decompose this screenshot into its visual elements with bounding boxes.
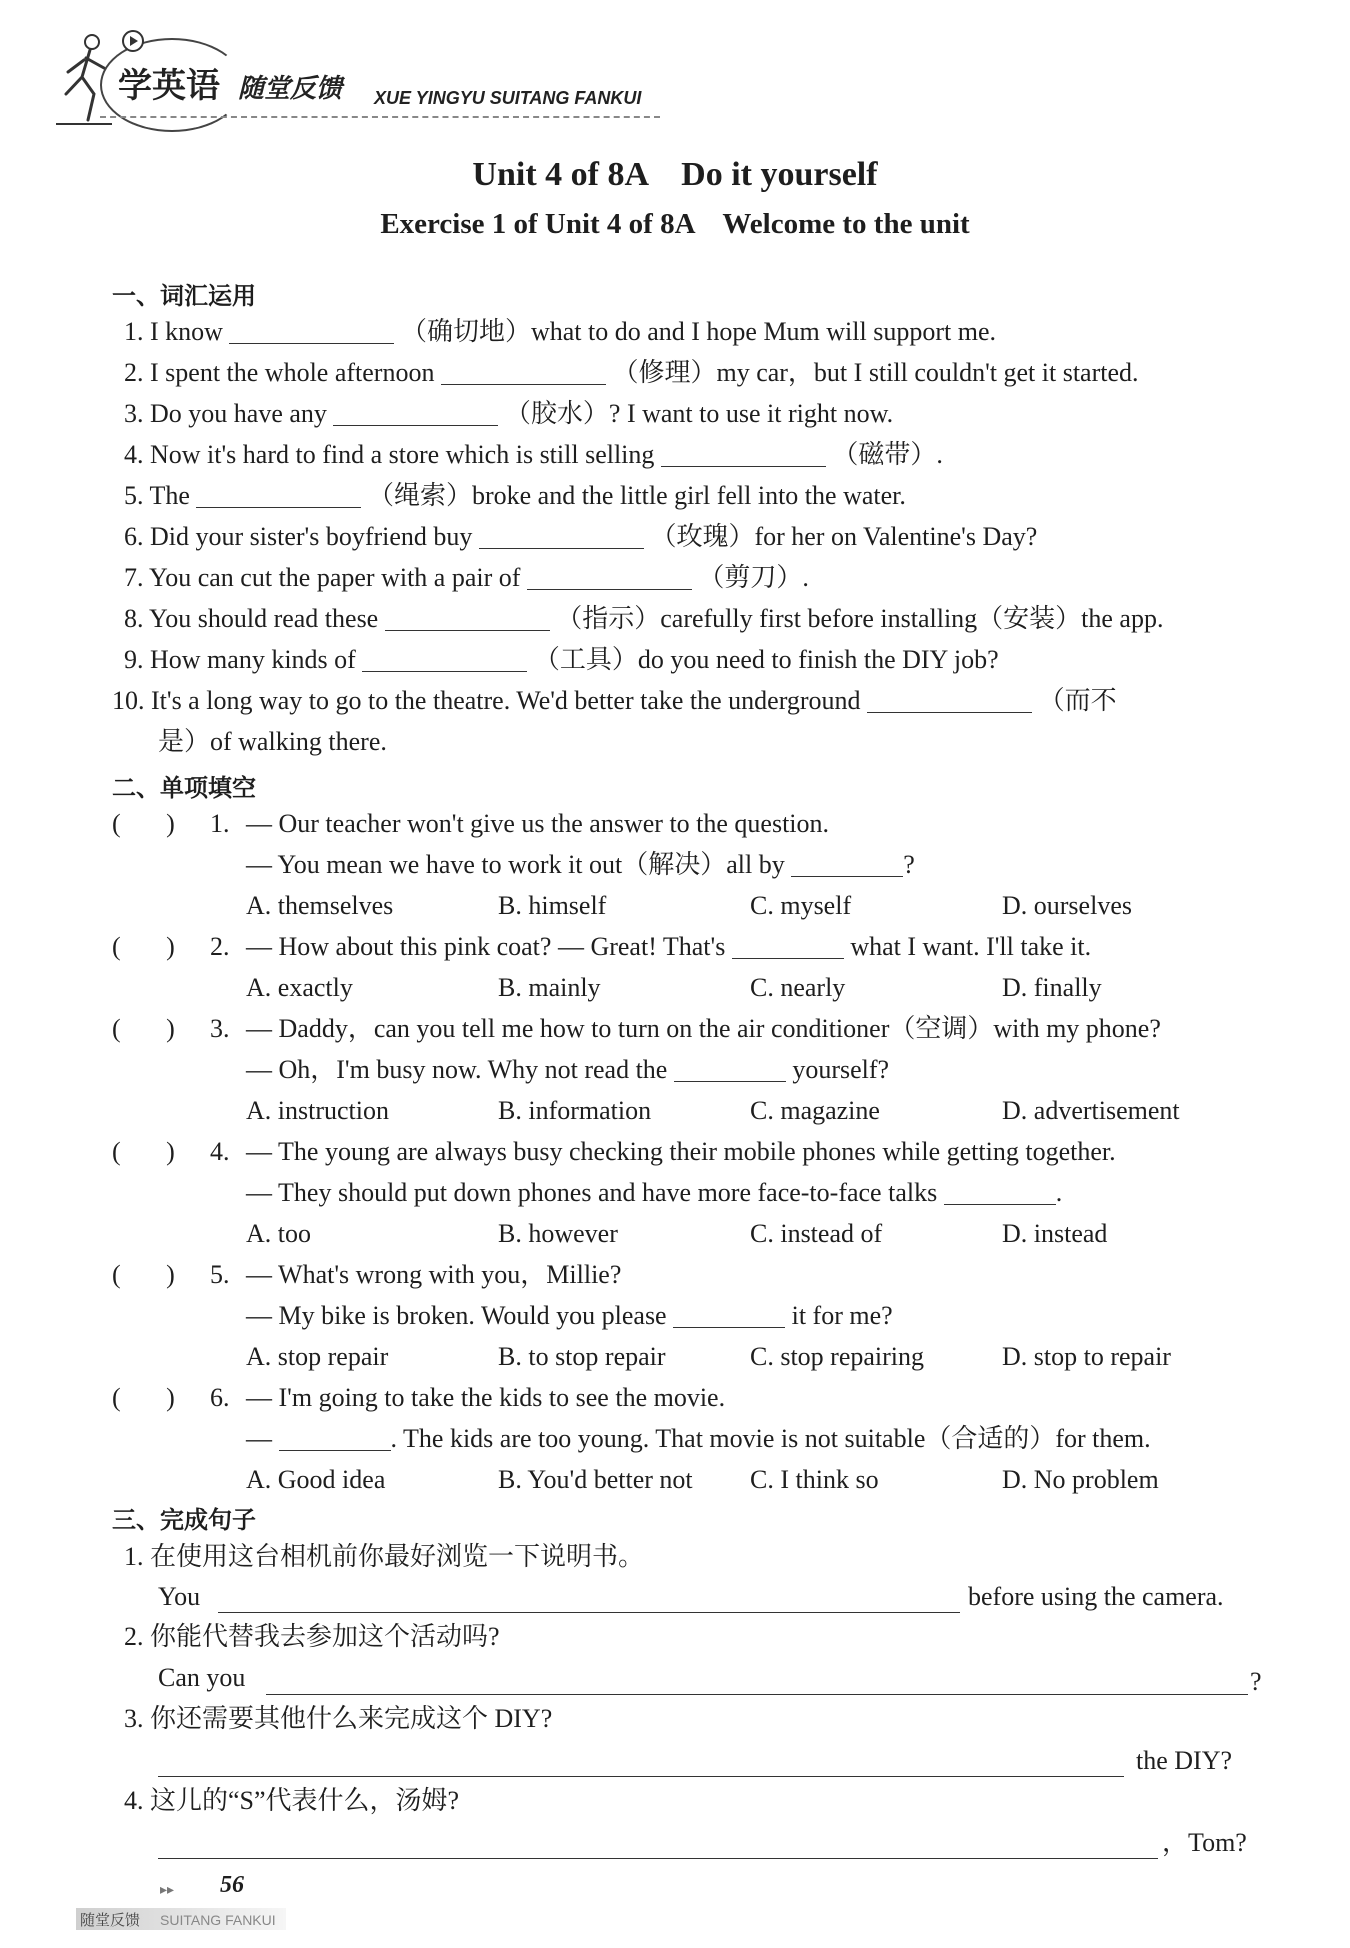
- vocab-item: 8. You should read these （指示）carefully first before installing（安装）the app.: [124, 604, 1164, 633]
- option-b[interactable]: B. You'd better not: [498, 1465, 693, 1494]
- option-c[interactable]: C. myself: [750, 891, 852, 920]
- question-line: — I'm going to take the kids to see the movie.: [246, 1383, 726, 1412]
- option-a[interactable]: A. themselves: [246, 891, 394, 920]
- answer-paren[interactable]: ( ): [112, 1260, 175, 1289]
- vocab-item: 7. You can cut the paper with a pair of （剪刀）.: [124, 563, 809, 592]
- sentence-prompt: 3. 你还需要其他什么来完成这个 DIY?: [124, 1704, 553, 1733]
- answer-line[interactable]: [218, 1612, 960, 1613]
- sentence-prompt: 4. 这儿的“S”代表什么，汤姆?: [124, 1786, 460, 1815]
- option-a[interactable]: A. Good idea: [246, 1465, 386, 1494]
- option-a[interactable]: A. exactly: [246, 973, 353, 1002]
- question-number: 6.: [210, 1383, 230, 1412]
- answer-blank[interactable]: [674, 1057, 786, 1082]
- answer-blank[interactable]: [333, 401, 498, 426]
- vocab-item: 4. Now it's hard to find a store which is still selling （磁带）.: [124, 440, 943, 469]
- sentence-start: Can you: [158, 1663, 246, 1692]
- question-number: 4.: [210, 1137, 230, 1166]
- vocab-item: 10. It's a long way to go to the theatre. We'd better take the underground （而不: [112, 686, 1117, 715]
- option-b[interactable]: B. mainly: [498, 973, 601, 1002]
- page-number: 56: [220, 1872, 244, 1898]
- arrows-icon: ▸▸: [160, 1882, 175, 1898]
- answer-paren[interactable]: ( ): [112, 1014, 175, 1043]
- answer-paren[interactable]: ( ): [112, 932, 175, 961]
- option-c[interactable]: C. nearly: [750, 973, 846, 1002]
- option-b[interactable]: B. information: [498, 1096, 652, 1125]
- answer-blank[interactable]: [441, 360, 606, 385]
- option-d[interactable]: D. No problem: [1002, 1465, 1159, 1494]
- section-heading: 一、词汇运用: [112, 282, 256, 310]
- option-d[interactable]: D. instead: [1002, 1219, 1108, 1248]
- option-a[interactable]: A. stop repair: [246, 1342, 389, 1371]
- header-divider: [100, 116, 660, 118]
- option-d[interactable]: D. ourselves: [1002, 891, 1132, 920]
- answer-blank[interactable]: [362, 647, 527, 672]
- vocab-item: 1. I know （确切地）what to do and I hope Mum will support me.: [124, 317, 996, 346]
- option-c[interactable]: C. I think so: [750, 1465, 879, 1494]
- vocab-item: 3. Do you have any （胶水）? I want to use it right now.: [124, 399, 894, 428]
- sentence-prompt: 1. 在使用这台相机前你最好浏览一下说明书。: [124, 1542, 645, 1571]
- footer-brand-cn: 随堂反馈: [80, 1911, 141, 1929]
- vocab-item-continuation: 是）of walking there.: [158, 727, 387, 756]
- sentence-end: before using the camera.: [968, 1582, 1224, 1611]
- sentence-end: ，Tom?: [1162, 1828, 1247, 1857]
- answer-blank[interactable]: [944, 1180, 1056, 1205]
- question-line: — The young are always busy checking their mobile phones while getting together.: [246, 1137, 1116, 1166]
- option-d[interactable]: D. advertisement: [1002, 1096, 1180, 1125]
- question-line: — . The kids are too young. That movie is not suitable（合适的）for them.: [246, 1424, 1151, 1453]
- answer-paren[interactable]: ( ): [112, 1383, 175, 1412]
- option-c[interactable]: C. magazine: [750, 1096, 880, 1125]
- answer-paren[interactable]: ( ): [112, 1137, 175, 1166]
- answer-line[interactable]: [158, 1858, 1158, 1859]
- answer-blank[interactable]: [661, 442, 826, 467]
- question-line: — You mean we have to work it out（解决）all by ?: [246, 850, 915, 879]
- option-b[interactable]: B. however: [498, 1219, 618, 1248]
- answer-blank[interactable]: [527, 565, 692, 590]
- answer-blank[interactable]: [732, 934, 844, 959]
- footer-brand-en: SUITANG FANKUI: [160, 1912, 276, 1928]
- question-line: — What's wrong with you，Millie?: [246, 1260, 622, 1289]
- section-heading: 三、完成句子: [112, 1506, 256, 1534]
- answer-blank[interactable]: [791, 852, 903, 877]
- question-number: 2.: [210, 932, 230, 961]
- option-b[interactable]: B. to stop repair: [498, 1342, 666, 1371]
- answer-blank[interactable]: [229, 319, 394, 344]
- vocab-item: 2. I spent the whole afternoon （修理）my car，but I still couldn't get it started.: [124, 358, 1139, 387]
- question-line: — Our teacher won't give us the answer to the question.: [246, 809, 830, 838]
- answer-line[interactable]: [266, 1694, 1248, 1695]
- section-heading: 二、单项填空: [112, 774, 256, 802]
- vocab-item: 6. Did your sister's boyfriend buy （玫瑰）for her on Valentine's Day?: [124, 522, 1038, 551]
- question-line: — Oh，I'm busy now. Why not read the yourself?: [246, 1055, 890, 1084]
- brand-cn: 学英语: [118, 66, 220, 106]
- vocab-item: 5. The （绳索）broke and the little girl fell into the water.: [124, 481, 906, 510]
- page-title: Unit 4 of 8A Do it yourself: [472, 156, 878, 193]
- answer-blank[interactable]: [385, 606, 550, 631]
- question-number: 1.: [210, 809, 230, 838]
- option-d[interactable]: D. finally: [1002, 973, 1102, 1002]
- answer-blank[interactable]: [479, 524, 644, 549]
- question-line: — How about this pink coat? — Great! That's what I want. I'll take it.: [246, 932, 1092, 961]
- option-b[interactable]: B. himself: [498, 891, 607, 920]
- page-subtitle: Exercise 1 of Unit 4 of 8A Welcome to the unit: [380, 208, 970, 240]
- sentence-end: the DIY?: [1136, 1746, 1233, 1775]
- option-c[interactable]: C. instead of: [750, 1219, 883, 1248]
- vocab-item: 9. How many kinds of （工具）do you need to finish the DIY job?: [124, 645, 999, 674]
- play-icon: [122, 30, 144, 52]
- option-a[interactable]: A. instruction: [246, 1096, 389, 1125]
- sentence-start: You: [158, 1582, 201, 1611]
- answer-paren[interactable]: ( ): [112, 809, 175, 838]
- option-a[interactable]: A. too: [246, 1219, 311, 1248]
- option-d[interactable]: D. stop to repair: [1002, 1342, 1171, 1371]
- brand-en: XUE YINGYU SUITANG FANKUI: [374, 88, 642, 108]
- brand-cn-2: 随堂反馈: [238, 74, 343, 104]
- answer-blank[interactable]: [673, 1303, 785, 1328]
- question-number: 5.: [210, 1260, 230, 1289]
- question-line: — My bike is broken. Would you please it for me?: [246, 1301, 893, 1330]
- question-line: — They should put down phones and have more face-to-face talks .: [246, 1178, 1063, 1207]
- sentence-prompt: 2. 你能代替我去参加这个活动吗?: [124, 1622, 500, 1651]
- answer-blank[interactable]: [196, 483, 361, 508]
- answer-line[interactable]: [158, 1776, 1124, 1777]
- question-line: — Daddy，can you tell me how to turn on the air conditioner（空调）with my phone?: [246, 1014, 1161, 1043]
- question-number: 3.: [210, 1014, 230, 1043]
- option-c[interactable]: C. stop repairing: [750, 1342, 925, 1371]
- sentence-end: ?: [1250, 1667, 1262, 1696]
- answer-blank[interactable]: [867, 688, 1032, 713]
- answer-blank[interactable]: [279, 1426, 391, 1451]
